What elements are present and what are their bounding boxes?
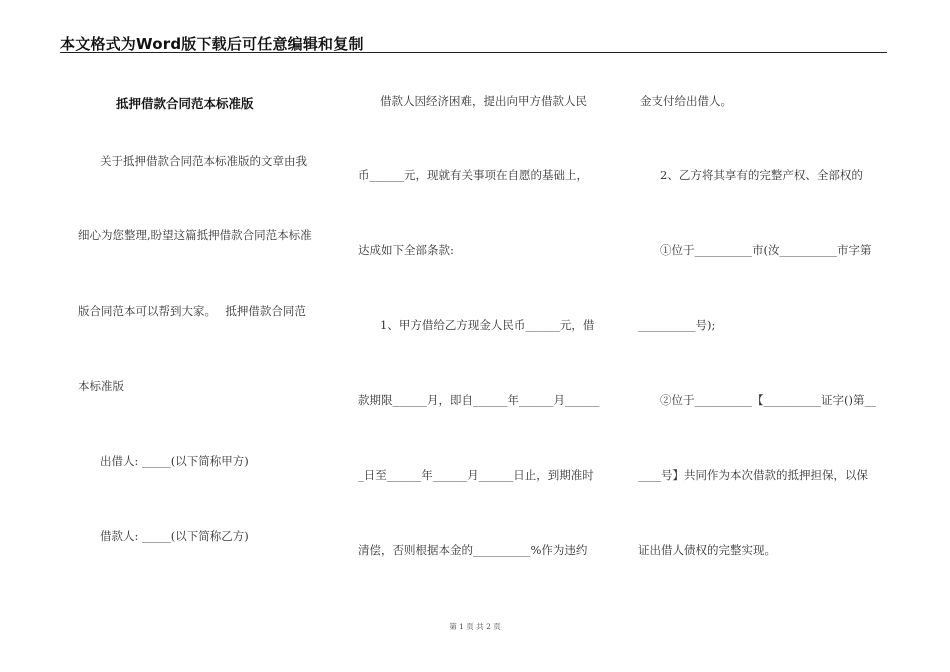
text-line: 金支付给出借人。: [640, 94, 732, 108]
text-line: 清偿，否则根据本金的__________%作为违约: [358, 543, 588, 557]
text-line: 细心为您整理,盼望这篇抵押借款合同范本标准: [78, 228, 312, 242]
text-line: ____号】共同作为本次借款的抵押担保，以保: [638, 468, 868, 482]
text-line: 本标准版: [78, 379, 124, 393]
text-line: 版合同范本可以帮到大家。 抵押借款合同范: [78, 304, 306, 318]
document-title: 抵押借款合同范本标准版: [116, 96, 254, 111]
text-line: 借款人: _____(以下简称乙方): [100, 529, 249, 543]
document-column-2: [358, 0, 608, 672]
text-line: ①位于__________市(汝__________市字第: [660, 243, 872, 257]
document-column-3: [638, 0, 888, 672]
text-line: 达成如下全部条款:: [358, 243, 454, 257]
text-line: _日至______年______月______日止，到期准时: [358, 468, 594, 482]
document-column-1: [78, 0, 326, 672]
text-line: 1、甲方借给乙方现金人民币______元，借: [380, 318, 595, 332]
page-header-title: 本文格式为Word版下载后可任意编辑和复制: [60, 35, 364, 53]
text-line: __________号);: [638, 318, 716, 332]
text-line: 证出借人债权的完整实现。: [638, 543, 776, 557]
text-line: 关于抵押借款合同范本标准版的文章由我: [100, 154, 307, 168]
text-line: 借款人因经济困难，提出向甲方借款人民: [380, 94, 587, 108]
text-line: 出借人: _____(以下简称甲方): [100, 454, 249, 468]
page-number: 第 1 页 共 2 页: [449, 622, 501, 631]
text-line: 2、乙方将其享有的完整产权、全部权的: [660, 168, 863, 182]
text-line: ②位于__________【__________证字()第__: [660, 393, 876, 407]
text-line: 币______元，现就有关事项在自愿的基础上，: [358, 168, 588, 182]
text-line: 款期限______月，即自______年______月______: [358, 393, 600, 407]
